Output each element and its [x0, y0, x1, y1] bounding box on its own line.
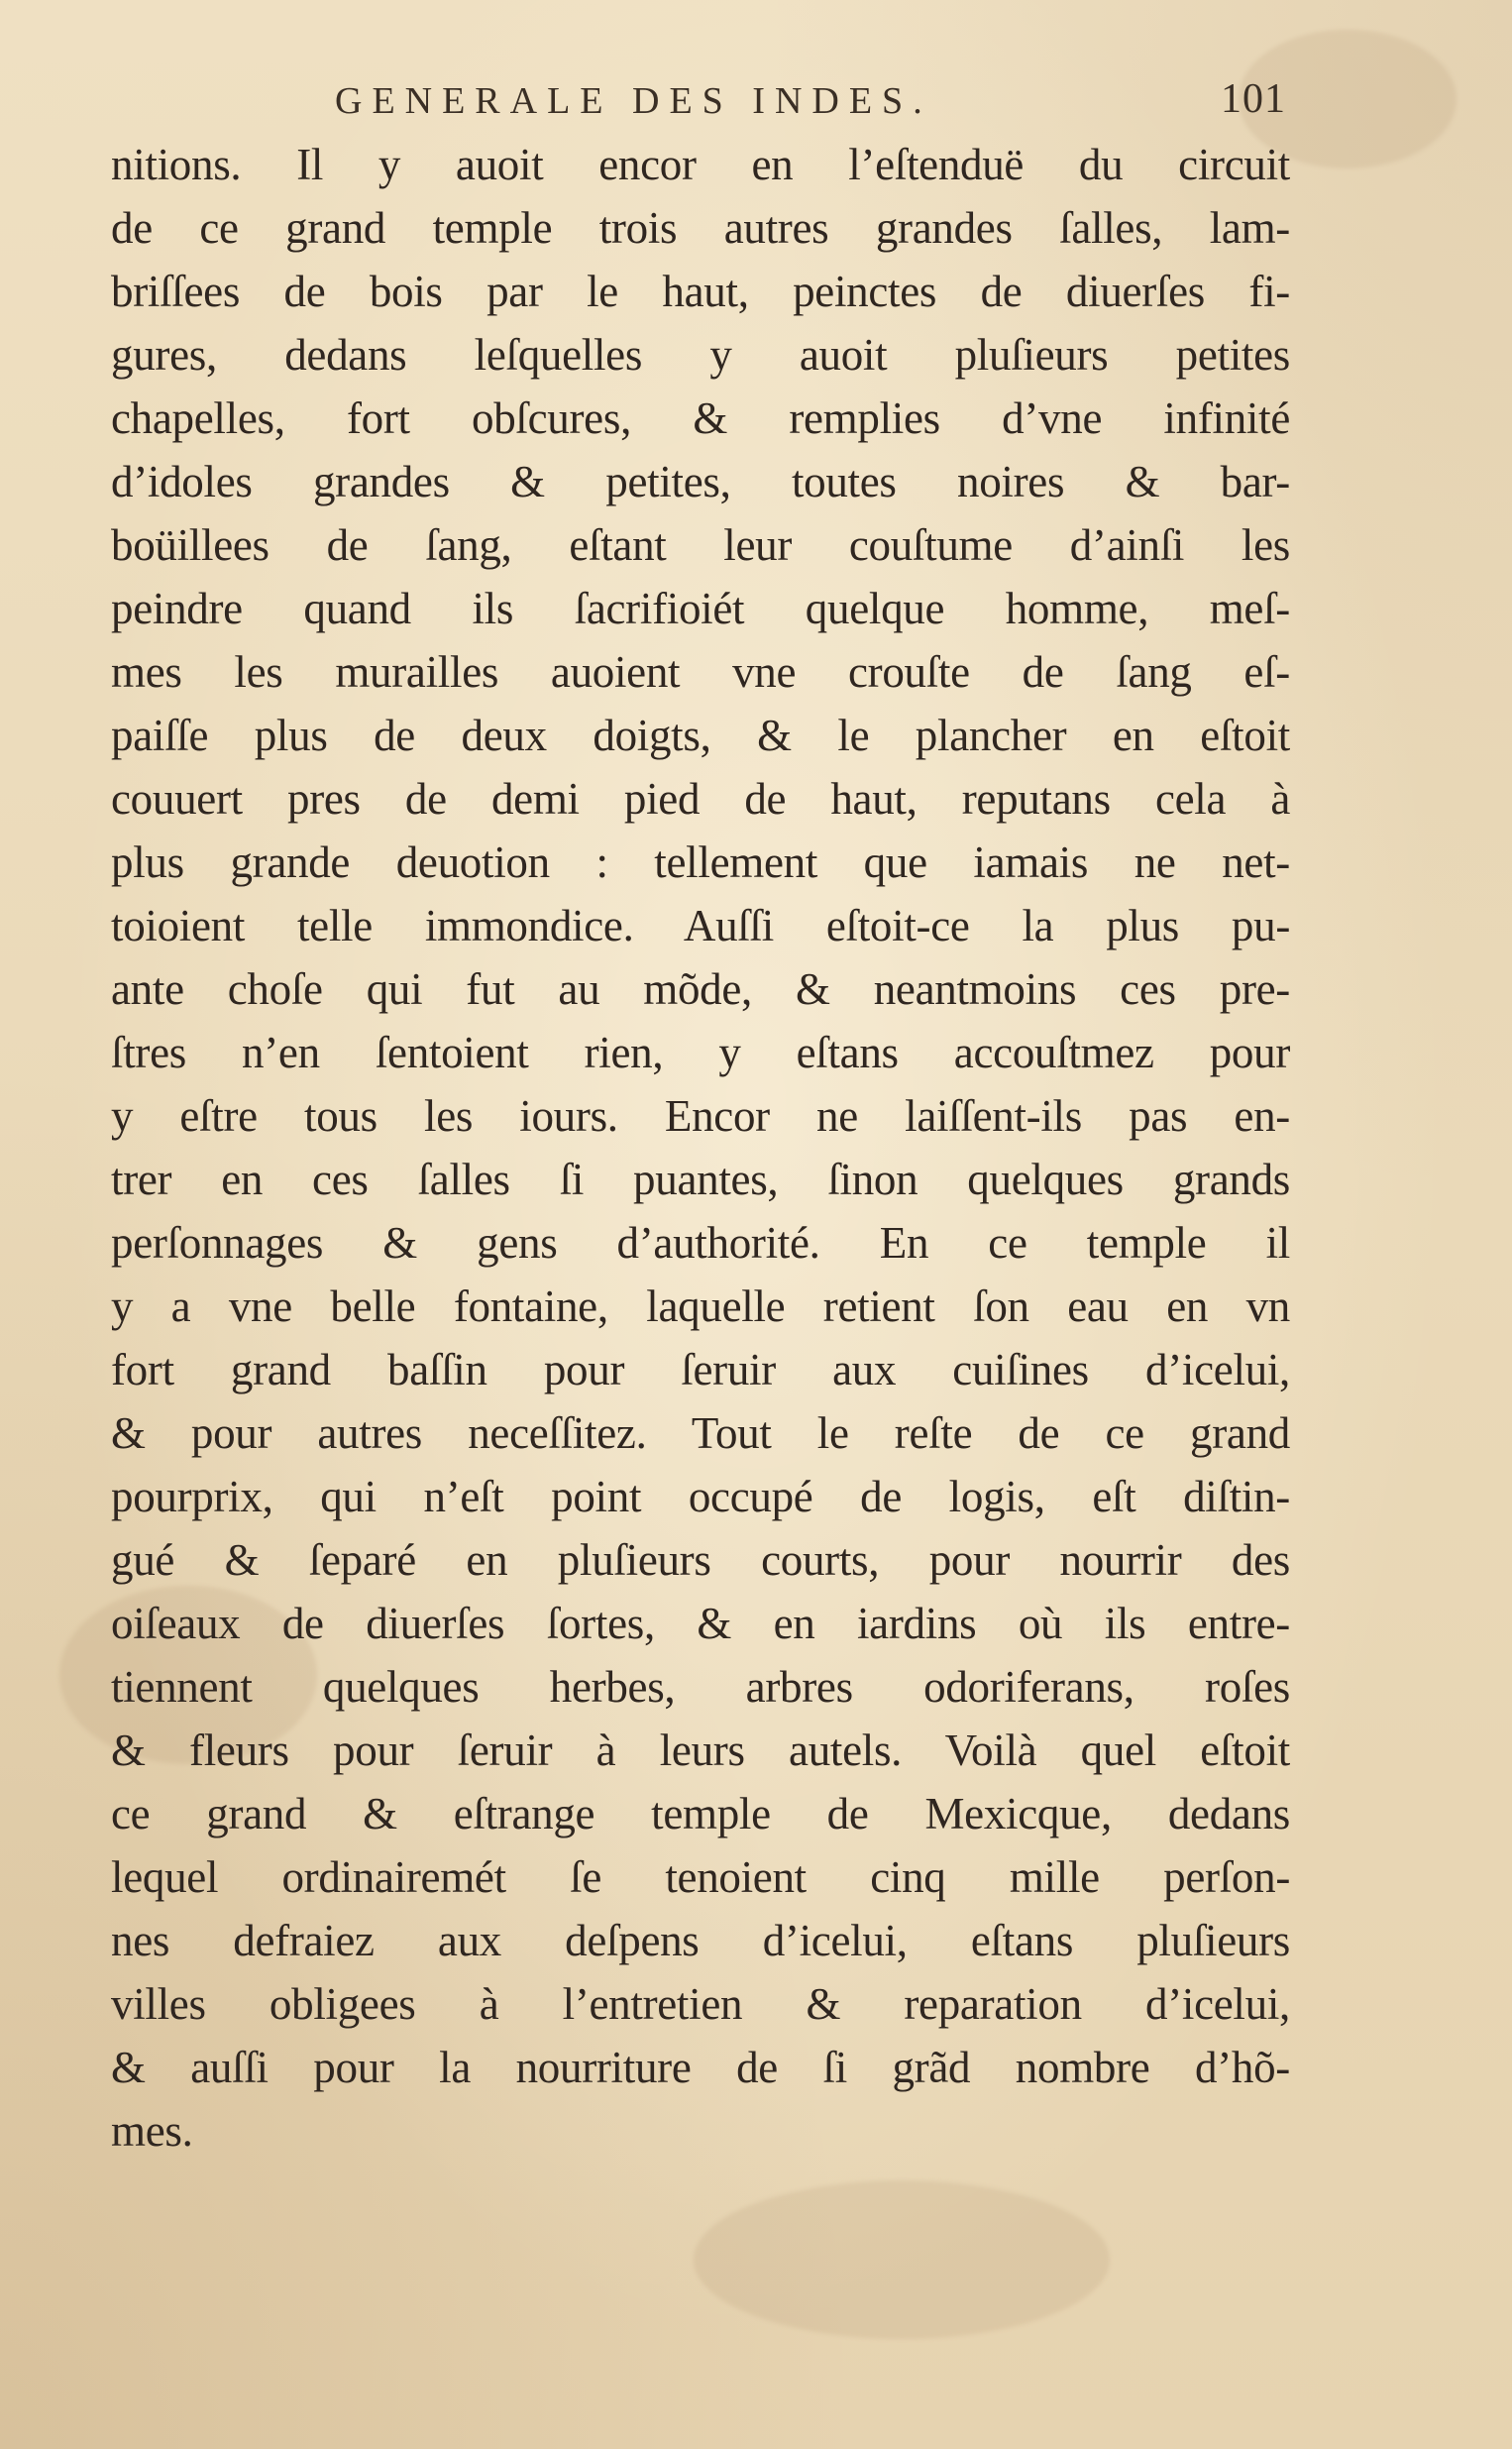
text-line: d’idoles grandes & petites, toutes noires & bar-: [111, 457, 1290, 506]
page-number: 101: [1221, 76, 1286, 122]
text-line: couuert pres de demi pied de haut, reputans cela à: [111, 774, 1290, 824]
text-line: mes les murailles auoient vne crouſte de ſang eſ-: [111, 647, 1290, 697]
text-line: pourprix, qui n’eſt point occupé de logis, eſt diſtin-: [111, 1472, 1290, 1521]
body-text: [111, 133, 1290, 2163]
text-line: chapelles, fort obſcures, & remplies d’vne infinité: [111, 393, 1290, 443]
text-line: trer en ces ſalles ſi puantes, ſinon quelques grands: [111, 1155, 1290, 1204]
text-line: gué & ſeparé en pluſieurs courts, pour nourrir des: [111, 1535, 1290, 1585]
text-line: oiſeaux de diuerſes ſortes, & en iardins où ils entre-: [111, 1599, 1290, 1648]
text-line: villes obligees à l’entretien & reparation d’icelui,: [111, 1979, 1290, 2029]
text-line: & auſſi pour la nourriture de ſi grãd nombre d’hõ-: [111, 2043, 1290, 2092]
text-line: peindre quand ils ſacrifioiét quelque homme, meſ-: [111, 584, 1290, 633]
text-line: fort grand baſſin pour ſeruir aux cuiſines d’icelui,: [111, 1345, 1290, 1394]
text-line: y a vne belle fontaine, laquelle retient ſon eau en vn: [111, 1281, 1290, 1331]
text-line: toioient telle immondice. Auſſi eſtoit-ce la plus pu-: [111, 901, 1290, 950]
text-line: nitions. Il y auoit encor en l’eſtenduë du circuit: [111, 140, 1290, 189]
text-line: boüillees de ſang, eſtant leur couſtume d’ainſi les: [111, 520, 1290, 570]
text-line: & pour autres neceſſitez. Tout le reſte de ce grand: [111, 1408, 1290, 1458]
text-line: nes defraiez aux deſpens d’icelui, eſtans pluſieurs: [111, 1916, 1290, 1965]
text-line: lequel ordinairemét ſe tenoient cinq mille perſon-: [111, 1852, 1290, 1902]
text-line: mes.: [111, 2106, 193, 2156]
text-line: gures, dedans leſquelles y auoit pluſieurs petites: [111, 330, 1290, 380]
text-line: plus grande deuotion : tellement que iamais ne net-: [111, 837, 1290, 887]
running-title: GENERALE DES INDES.: [335, 80, 932, 122]
text-line: de ce grand temple trois autres grandes ſalles, lam-: [111, 203, 1290, 253]
paper-stain: [694, 2180, 1110, 2339]
text-line: y eſtre tous les iours. Encor ne laiſſent-ils pas en-: [111, 1091, 1290, 1141]
text-line: paiſſe plus de deux doigts, & le plancher en eſtoit: [111, 711, 1290, 760]
text-line: ſtres n’en ſentoient rien, y eſtans accouſtmez pour: [111, 1028, 1290, 1077]
text-line: & fleurs pour ſeruir à leurs autels. Voilà quel eſtoit: [111, 1725, 1290, 1775]
text-line: ce grand & eſtrange temple de Mexicque, dedans: [111, 1789, 1290, 1838]
page-header: [335, 76, 1286, 129]
text-line: tiennent quelques herbes, arbres odoriferans, roſes: [111, 1662, 1290, 1712]
text-line: ante choſe qui fut au mõde, & neantmoins ces pre-: [111, 964, 1290, 1014]
text-line: briſſees de bois par le haut, peinctes de diuerſes fi-: [111, 267, 1290, 316]
text-line: perſonnages & gens d’authorité. En ce temple il: [111, 1218, 1290, 1268]
